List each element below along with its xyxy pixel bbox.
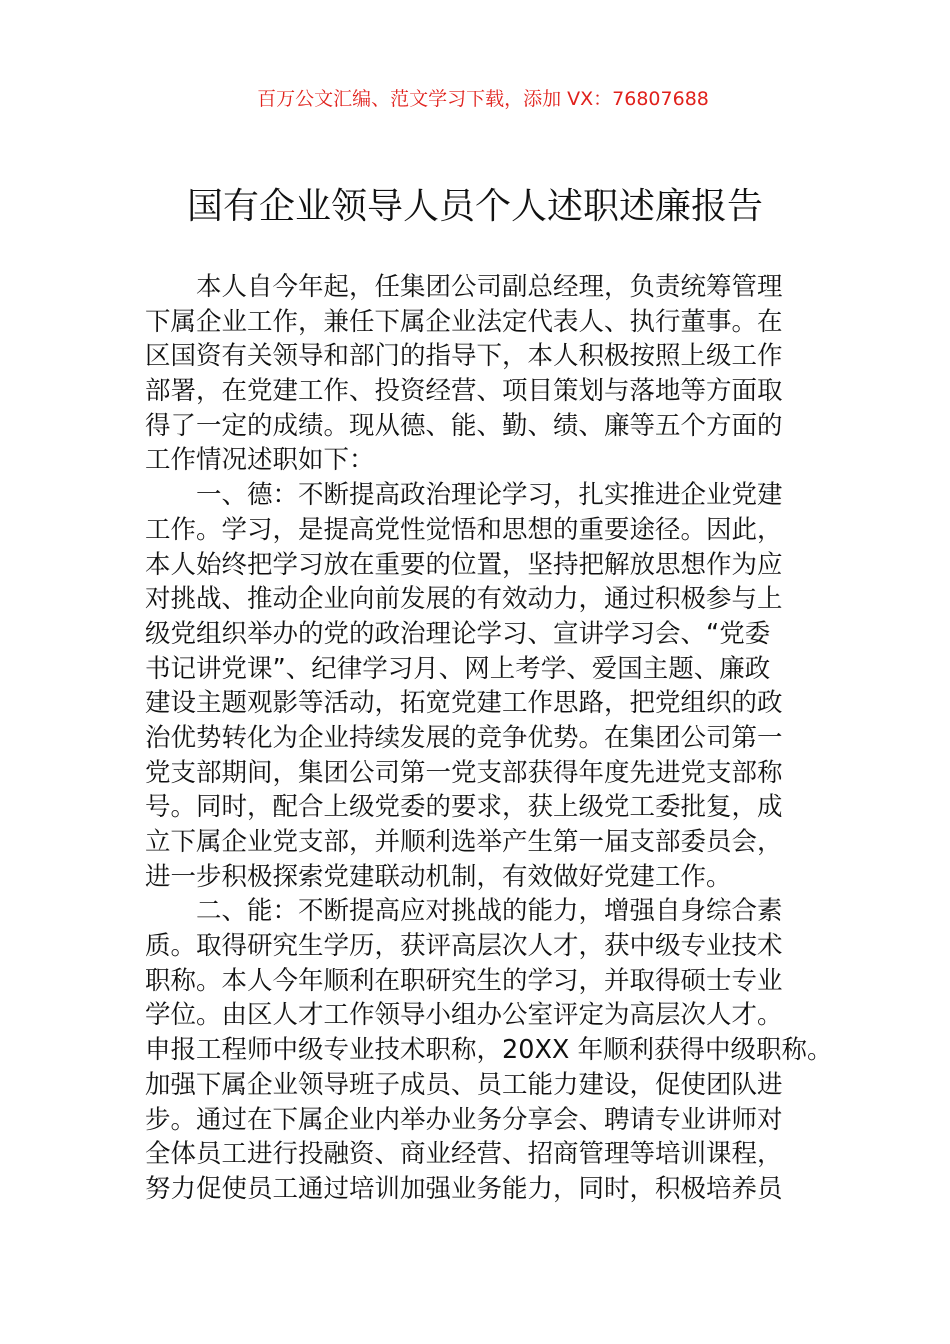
watermark-header: 百万公文汇编、范文学习下载，添加 VX：76807688: [257, 88, 709, 110]
text-line: 一、德：不断提高政治理论学习，扎实推进企业党建: [196, 480, 783, 511]
text-line: 加强下属企业领导班子成员、员工能力建设，促使团队进: [145, 1069, 783, 1100]
text-line: 工作。学习，是提高党性觉悟和思想的重要途径。因此，: [145, 514, 783, 545]
text-line: 区国资有关领导和部门的指导下，本人积极按照上级工作: [145, 341, 783, 372]
text-line: 本人自今年起，任集团公司副总经理，负责统筹管理: [196, 272, 783, 302]
text-line: 党支部期间，集团公司第一党支部获得年度先进党支部称: [145, 757, 783, 788]
text-line: 本人始终把学习放在重要的位置，坚持把解放思想作为应: [145, 549, 783, 580]
text-line: 进一步积极探索党建联动机制，有效做好党建工作。: [145, 861, 732, 892]
text-line: 学位。由区人才工作领导小组办公室评定为高层次人才。: [145, 1000, 783, 1031]
text-line: 立下属企业党支部，并顺利选举产生第一届支部委员会，: [145, 827, 783, 857]
text-line: 治优势转化为企业持续发展的竞争优势。在集团公司第一: [145, 722, 783, 753]
text-line: 努力促使员工通过培训加强业务能力，同时，积极培养员: [145, 1173, 783, 1204]
text-line: 职称。本人今年顺利在职研究生的学习，并取得硕士专业: [145, 965, 783, 996]
document-body: [145, 270, 833, 1207]
text-line: 对挑战、推动企业向前发展的有效动力，通过积极参与上: [145, 584, 783, 615]
document-title: 国有企业领导人员个人述职述廉报告: [186, 186, 763, 227]
text-line: 步。通过在下属企业内举办业务分享会、聘请专业讲师对: [145, 1104, 783, 1135]
text-line: 全体员工进行投融资、商业经营、招商管理等培训课程，: [145, 1139, 783, 1170]
text-line: 级党组织举办的党的政治理论学习、宣讲学习会、“党委: [145, 618, 771, 649]
text-line: 质。取得研究生学历，获评高层次人才，获中级专业技术: [145, 931, 783, 962]
text-line: 工作情况述职如下：: [145, 445, 375, 476]
text-line: 得了一定的成绩。现从德、能、勤、绩、廉等五个方面的: [145, 410, 783, 441]
text-line: 下属企业工作，兼任下属企业法定代表人、执行董事。在: [145, 306, 783, 337]
text-line: 书记讲党课”、纪律学习月、网上考学、爱国主题、廉政: [145, 653, 771, 684]
text-line: 部署，在党建工作、投资经营、项目策划与落地等方面取: [145, 376, 783, 407]
text-line: 二、能：不断提高应对挑战的能力，增强自身综合素: [196, 896, 783, 927]
text-line: 申报工程师中级专业技术职称，20XX 年顺利获得中级职称。: [145, 1035, 833, 1066]
text-line: 号。同时，配合上级党委的要求，获上级党工委批复，成: [145, 792, 783, 823]
text-line: 建设主题观影等活动，拓宽党建工作思路，把党组织的政: [145, 688, 783, 719]
